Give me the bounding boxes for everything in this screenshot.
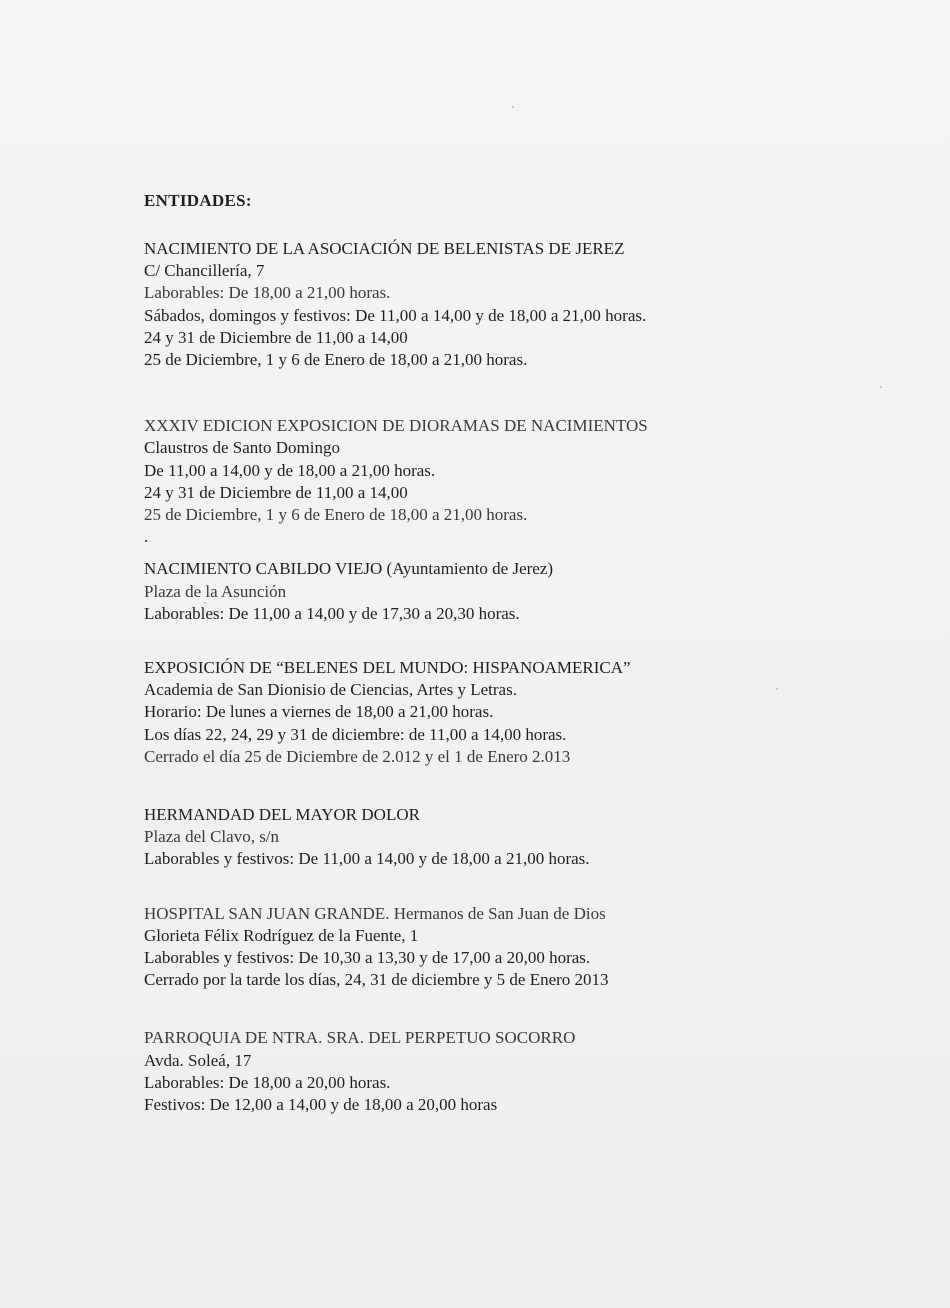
- entity-address: Avda. Soleá, 17: [144, 1050, 252, 1070]
- entity-address: C/ Chancillería, 7: [144, 261, 265, 281]
- entity-address: Academia de San Dionisio de Ciencias, Artes y Letras.: [144, 680, 517, 700]
- entity-title: NACIMIENTO DE LA ASOCIACIÓN DE BELENISTAS DE JEREZ: [144, 239, 625, 258]
- entity-entry: [144, 558, 844, 625]
- entity-entry: [144, 415, 844, 548]
- entity-title: EXPOSICIÓN DE “BELENES DEL MUNDO: HISPANOAMERICA”: [144, 658, 631, 678]
- entity-schedule-line: Sábados, domingos y festivos: De 11,00 a 14,00 y de 18,00 a 21,00 horas.: [144, 305, 647, 325]
- entity-schedule-line: Cerrado por la tarde los días, 24, 31 de diciembre y 5 de Enero 2013: [144, 970, 609, 990]
- entity-schedule-line: Laborables: De 11,00 a 14,00 y de 17,30 a 20,30 horas.: [144, 603, 520, 623]
- entity-entry: [144, 804, 844, 871]
- entity-address: Plaza del Clavo, s/n: [144, 827, 280, 847]
- entity-entry: [144, 1027, 844, 1116]
- entry-gap: [144, 871, 844, 903]
- entity-schedule-line: Los días 22, 24, 29 y 31 de diciembre: de 11,00 a 14,00 horas.: [144, 724, 567, 744]
- stray-mark: .: [144, 527, 149, 547]
- section-heading: ENTIDADES:: [144, 191, 252, 210]
- entity-entry: [144, 903, 844, 992]
- entry-gap: [144, 768, 844, 804]
- entity-schedule-line: Festivos: De 12,00 a 14,00 y de 18,00 a 20,00 horas: [144, 1095, 498, 1115]
- entity-schedule-line: 25 de Diciembre, 1 y 6 de Enero de 18,00 a 21,00 horas.: [144, 505, 528, 525]
- document-body: [144, 190, 844, 1116]
- entry-gap: [144, 991, 844, 1027]
- entity-address: Plaza de la Asunción: [144, 581, 287, 601]
- entity-address: Glorieta Félix Rodríguez de la Fuente, 1: [144, 925, 419, 945]
- scan-speck: [880, 386, 882, 388]
- entity-schedule-line: 25 de Diciembre, 1 y 6 de Enero de 18,00 a 21,00 horas.: [144, 350, 528, 370]
- entity-schedule-line: De 11,00 a 14,00 y de 18,00 a 21,00 horas.: [144, 460, 436, 480]
- entity-schedule-line: 24 y 31 de Diciembre de 11,00 a 14,00: [144, 327, 408, 347]
- entry-gap: [144, 625, 844, 657]
- entry-gap: [144, 371, 844, 415]
- scan-speck: [512, 106, 514, 108]
- entity-title: PARROQUIA DE NTRA. SRA. DEL PERPETUO SOCORRO: [144, 1028, 576, 1048]
- entity-address: Claustros de Santo Domingo: [144, 438, 340, 458]
- entity-schedule-line: Laborables y festivos: De 11,00 a 14,00 y de 18,00 a 21,00 horas.: [144, 849, 590, 869]
- entity-schedule-line: Horario: De lunes a viernes de 18,00 a 21,00 horas.: [144, 702, 494, 722]
- entity-schedule-line: Laborables: De 18,00 a 21,00 horas.: [144, 283, 391, 303]
- entity-entry: [144, 657, 844, 768]
- entity-schedule-line: 24 y 31 de Diciembre de 11,00 a 14,00: [144, 482, 408, 502]
- entity-title: HOSPITAL SAN JUAN GRANDE. Hermanos de San Juan de Dios: [144, 903, 606, 923]
- entity-title: XXXIV EDICION EXPOSICION DE DIORAMAS DE NACIMIENTOS: [144, 416, 648, 436]
- entry-gap: [144, 548, 844, 558]
- entity-schedule-line: Cerrado el día 25 de Diciembre de 2.012 y el 1 de Enero 2.013: [144, 746, 571, 766]
- entity-schedule-line: Laborables: De 18,00 a 20,00 horas.: [144, 1072, 391, 1092]
- entity-title: NACIMIENTO CABILDO VIEJO (Ayuntamiento de Jerez): [144, 559, 554, 579]
- entity-title: HERMANDAD DEL MAYOR DOLOR: [144, 805, 420, 825]
- entity-schedule-line: Laborables y festivos: De 10,30 a 13,30 y de 17,00 a 20,00 horas.: [144, 948, 591, 968]
- entity-entry: [144, 238, 844, 371]
